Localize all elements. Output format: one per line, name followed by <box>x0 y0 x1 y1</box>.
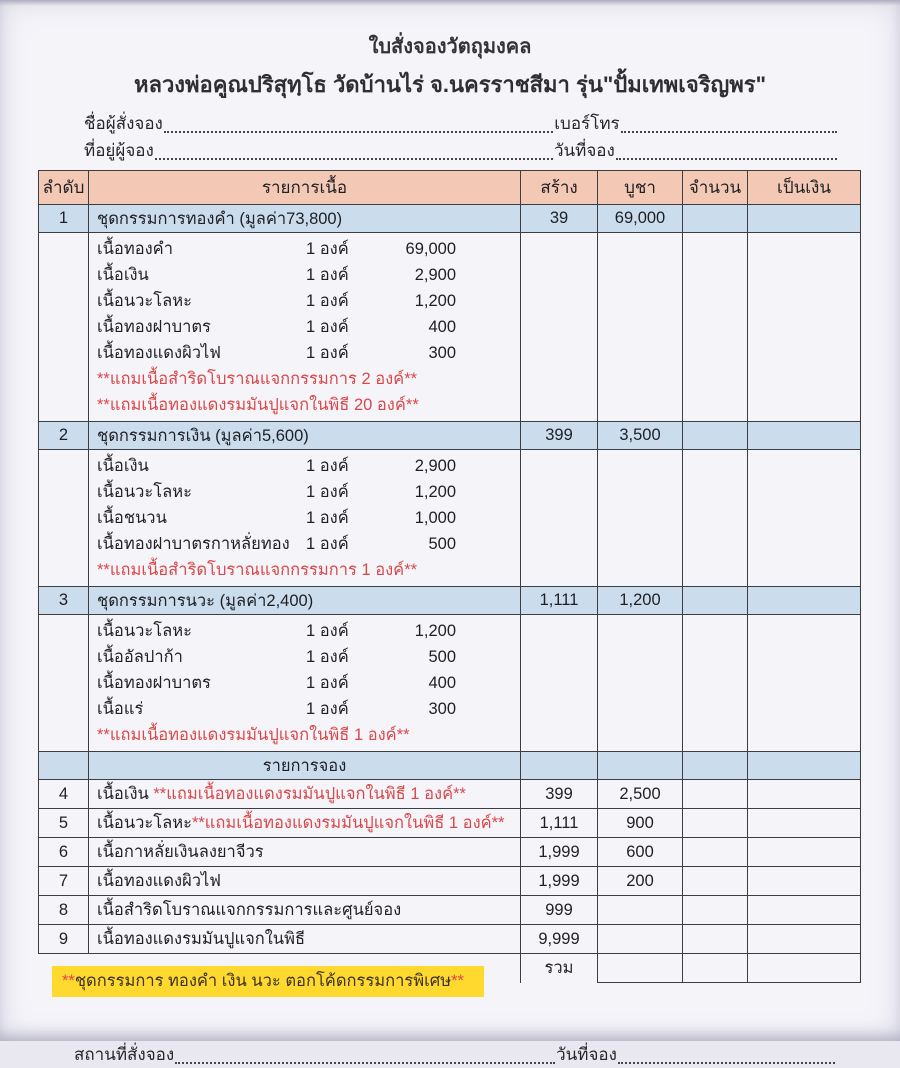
made-count: 1,999 <box>521 867 598 896</box>
detail-quantity: 1 องค์ <box>306 648 349 666</box>
set-row <box>39 422 861 450</box>
order-date-fill-line <box>616 158 837 160</box>
order-bonus-text: **แถมเนื้อทองแดงรมมันปูแจกในพิธี 1 องค์** <box>191 814 505 832</box>
worship-price <box>598 896 683 925</box>
order-name <box>89 838 521 867</box>
made-count: 399 <box>521 780 598 809</box>
order-row <box>39 867 861 896</box>
column-header: จำนวน <box>683 171 748 205</box>
detail-price: 1,000 <box>414 508 456 527</box>
amount-cell <box>748 925 861 954</box>
order-row <box>39 809 861 838</box>
column-header: บูชา <box>598 171 683 205</box>
row-number: 9 <box>39 925 89 954</box>
detail-line <box>97 453 512 479</box>
detail-line <box>97 479 512 505</box>
row-number: 3 <box>39 587 89 615</box>
set-detail-cell <box>89 450 521 587</box>
made-count: 1,111 <box>521 809 598 838</box>
address-label: ที่อยู่ผู้จอง <box>84 141 154 160</box>
made-count: 399 <box>521 422 598 450</box>
set-detail-cell <box>89 233 521 422</box>
amount-cell <box>748 809 861 838</box>
column-header: รายการเนื้อ <box>89 171 521 205</box>
set-row <box>39 587 861 615</box>
detail-line <box>97 531 512 557</box>
orderer-name-fill-line <box>164 131 553 133</box>
empty-cell <box>521 752 598 780</box>
footer-block <box>74 1041 836 1068</box>
set-detail-row <box>39 615 861 752</box>
detail-price: 400 <box>428 317 456 336</box>
worship-price: 69,000 <box>598 205 683 233</box>
detail-price: 500 <box>428 534 456 553</box>
detail-quantity: 1 องค์ <box>306 344 349 362</box>
empty-cell <box>683 450 748 587</box>
empty-cell <box>748 233 861 422</box>
orderer-address-line <box>84 137 838 164</box>
detail-price: 2,900 <box>414 456 456 475</box>
total-quantity-cell <box>683 954 748 983</box>
note-text: ชุดกรรมการ ทองคำ เงิน นวะ ตอกโค้ดกรรมการพิเศษ <box>74 972 452 990</box>
detail-price: 1,200 <box>414 482 456 501</box>
section-header-row <box>39 752 861 780</box>
detail-material-name: เนื้อทองแดงผิวไฟ <box>97 344 221 362</box>
empty-cell <box>598 752 683 780</box>
detail-material-name: เนื้อแร่ <box>97 700 144 718</box>
empty-cell <box>521 233 598 422</box>
detail-line <box>97 262 512 288</box>
table-header-row <box>39 171 861 205</box>
detail-line <box>97 618 512 644</box>
amount-cell <box>748 780 861 809</box>
quantity-cell <box>683 587 748 615</box>
detail-price: 400 <box>428 673 456 692</box>
detail-line <box>97 696 512 722</box>
total-worship-cell <box>598 954 683 983</box>
detail-line <box>97 644 512 670</box>
amount-cell <box>748 205 861 233</box>
detail-material-name: เนื้อทองฝาบาตร <box>97 318 211 336</box>
bonus-line: **แถมเนื้อสำริดโบราณแจกกรรมการ 1 องค์** <box>97 561 418 579</box>
detail-material-name: เนื้อนวะโลหะ <box>97 292 192 310</box>
order-place-line <box>74 1041 836 1068</box>
detail-quantity: 1 องค์ <box>306 622 349 640</box>
made-count: 39 <box>521 205 598 233</box>
row-number: 6 <box>39 838 89 867</box>
amount-cell <box>748 838 861 867</box>
quantity-cell <box>683 422 748 450</box>
order-material-name: เนื้อเงิน <box>97 785 154 803</box>
address-fill-line <box>155 158 553 160</box>
detail-price: 2,900 <box>414 265 456 284</box>
phone-fill-line <box>621 131 837 133</box>
row-number: 1 <box>39 205 89 233</box>
empty-cell <box>748 752 861 780</box>
detail-line <box>97 314 512 340</box>
orderer-name-label: ชื่อผู้สั่งจอง <box>84 114 163 133</box>
worship-price: 900 <box>598 809 683 838</box>
worship-price: 200 <box>598 867 683 896</box>
worship-price: 1,200 <box>598 587 683 615</box>
row-number: 2 <box>39 422 89 450</box>
empty-cell <box>683 752 748 780</box>
empty-cell <box>598 233 683 422</box>
made-count: 1,111 <box>521 587 598 615</box>
quantity-cell <box>683 205 748 233</box>
footer-date-fill-line <box>618 1062 835 1064</box>
detail-quantity: 1 องค์ <box>306 509 349 527</box>
amount-cell <box>748 867 861 896</box>
made-count: 1,999 <box>521 838 598 867</box>
order-name <box>89 896 521 925</box>
empty-cell <box>521 450 598 587</box>
row-number: 8 <box>39 896 89 925</box>
order-place-label: สถานที่สั่งจอง <box>74 1045 175 1064</box>
detail-material-name: เนื้อทองฝาบาตร <box>97 674 211 692</box>
row-number: 4 <box>39 780 89 809</box>
empty-cell <box>598 615 683 752</box>
detail-line <box>97 236 512 262</box>
quantity-cell <box>683 809 748 838</box>
worship-price <box>598 925 683 954</box>
detail-price: 500 <box>428 647 456 666</box>
quantity-cell <box>683 925 748 954</box>
amount-cell <box>748 587 861 615</box>
detail-quantity: 1 องค์ <box>306 483 349 501</box>
worship-price: 600 <box>598 838 683 867</box>
phone-label: เบอร์โทร <box>554 114 620 133</box>
quantity-cell <box>683 780 748 809</box>
empty-cell <box>598 450 683 587</box>
order-row <box>39 896 861 925</box>
quantity-cell <box>683 867 748 896</box>
order-date-label: วันที่จอง <box>553 141 615 160</box>
detail-price: 69,000 <box>405 239 456 258</box>
detail-material-name: เนื้อเงิน <box>97 266 149 284</box>
order-material-name: เนื้อสำริดโบราณแจกกรรมการและศูนย์จอง <box>97 901 402 919</box>
worship-price: 3,500 <box>598 422 683 450</box>
empty-cell <box>748 450 861 587</box>
detail-material-name: เนื้อทองคำ <box>97 240 173 258</box>
order-material-name: เนื้อนวะโลหะ <box>97 814 192 832</box>
order-row <box>39 925 861 954</box>
order-name <box>89 867 521 896</box>
order-place-fill-line <box>175 1062 555 1064</box>
amount-cell <box>748 422 861 450</box>
page-subtitle: หลวงพ่อคูณปริสุทฺโธ วัดบ้านไร่ จ.นครราชสีมา รุ่น"ปั้มเทพเจริญพร" <box>133 72 767 97</box>
detail-line <box>97 670 512 696</box>
detail-material-name: เนื้อนวะโลหะ <box>97 483 192 501</box>
set-name: ชุดกรรมการเงิน (มูลค่า5,600) <box>89 422 521 450</box>
orderer-name-line <box>84 110 838 137</box>
row-number: 5 <box>39 809 89 838</box>
order-row <box>39 838 861 867</box>
set-detail-cell <box>89 615 521 752</box>
empty-cell <box>521 615 598 752</box>
set-name: ชุดกรรมการทองคำ (มูลค่า73,800) <box>89 205 521 233</box>
worship-price: 2,500 <box>598 780 683 809</box>
detail-quantity: 1 องค์ <box>306 292 349 310</box>
note-stars-left: ** <box>62 972 75 990</box>
total-amount-cell <box>748 954 861 983</box>
detail-material-name: เนื้ออัลปาก้า <box>97 648 183 666</box>
quantity-cell <box>683 838 748 867</box>
orderer-info-block <box>84 110 838 164</box>
note-stars-right: ** <box>451 972 464 990</box>
detail-material-name: เนื้อนวะโลหะ <box>97 622 192 640</box>
empty-cell <box>683 615 748 752</box>
bonus-line: **แถมเนื้อทองแดงรมมันปูแจกในพิธี 20 องค์** <box>97 396 419 414</box>
order-name <box>89 809 521 838</box>
order-name <box>89 780 521 809</box>
order-table <box>38 170 861 983</box>
detail-quantity: 1 องค์ <box>306 700 349 718</box>
bonus-line: **แถมเนื้อสำริดโบราณแจกกรรมการ 2 องค์** <box>97 370 418 388</box>
column-header: สร้าง <box>521 171 598 205</box>
empty-cell <box>748 615 861 752</box>
column-header: ลำดับ <box>39 171 89 205</box>
detail-line <box>97 288 512 314</box>
made-count: 999 <box>521 896 598 925</box>
detail-quantity: 1 องค์ <box>306 674 349 692</box>
detail-material-name: เนื้อทองฝาบาตรกาหลั่ยทอง <box>97 535 290 553</box>
detail-material-name: เนื้อเงิน <box>97 457 149 475</box>
amount-cell <box>748 896 861 925</box>
order-row <box>39 780 861 809</box>
detail-price: 300 <box>428 699 456 718</box>
row-number-spacer <box>39 615 89 752</box>
empty-cell <box>683 233 748 422</box>
detail-price: 300 <box>428 343 456 362</box>
quantity-cell <box>683 896 748 925</box>
footer-date-label: วันที่จอง <box>556 1045 617 1064</box>
order-material-name: เนื้อทองแดงผิวไฟ <box>97 872 221 890</box>
detail-line <box>97 340 512 366</box>
detail-quantity: 1 องค์ <box>306 240 349 258</box>
detail-quantity: 1 องค์ <box>306 535 349 553</box>
detail-price: 1,200 <box>414 621 456 640</box>
order-table-wrap <box>0 170 900 990</box>
section-no-cell <box>39 752 89 780</box>
set-name: ชุดกรรมการนวะ (มูลค่า2,400) <box>89 587 521 615</box>
row-number-spacer <box>39 233 89 422</box>
detail-quantity: 1 องค์ <box>306 318 349 336</box>
order-bonus-text: **แถมเนื้อทองแดงรมมันปูแจกในพิธี 1 องค์** <box>153 785 466 803</box>
order-material-name: เนื้อทองแดงรมมันปูแจกในพิธี <box>97 930 306 948</box>
section-title: รายการจอง <box>89 752 521 780</box>
set-detail-row <box>39 233 861 422</box>
set-detail-row <box>39 450 861 587</box>
detail-price: 1,200 <box>414 291 456 310</box>
row-number-spacer <box>39 450 89 587</box>
detail-quantity: 1 องค์ <box>306 266 349 284</box>
order-name <box>89 925 521 954</box>
detail-line <box>97 505 512 531</box>
total-label: รวม <box>521 954 598 983</box>
page-title: ใบสั่งจองวัตถุมงคล <box>368 36 532 58</box>
bonus-line: **แถมเนื้อทองแดงรมมันปูแจกในพิธี 1 องค์** <box>97 726 410 744</box>
made-count: 9,999 <box>521 925 598 954</box>
detail-material-name: เนื้อชนวน <box>97 509 167 527</box>
order-material-name: เนื้อกาหลั่ยเงินลงยาจีวร <box>97 843 264 861</box>
set-row <box>39 205 861 233</box>
detail-quantity: 1 องค์ <box>306 457 349 475</box>
special-note-highlight <box>52 966 484 997</box>
row-number: 7 <box>39 867 89 896</box>
column-header: เป็นเงิน <box>748 171 861 205</box>
